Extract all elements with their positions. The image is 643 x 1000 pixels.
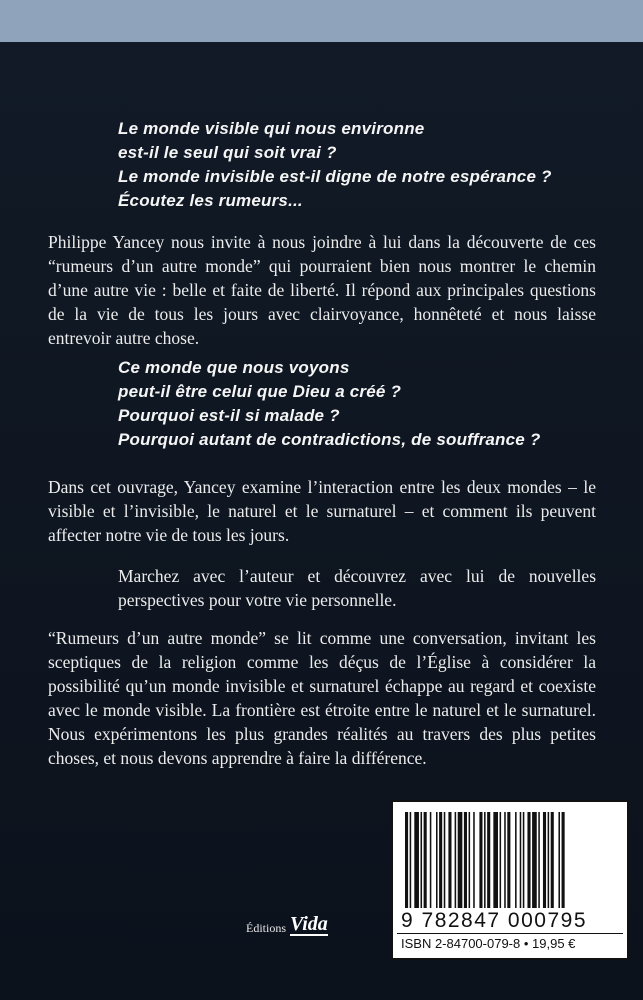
barcode-bar (493, 812, 498, 908)
barcode-bar (543, 812, 546, 908)
description-paragraph-1: Philippe Yancey nous invite à nous joindre à lui dans la découverte de ces “rumeurs d’un autre monde” qui pourraient bien nous montrer le chemin d’une autre vie : belle et faite de liberté. Il répond aux principales questions de la vie de tous les jours avec clairvoyance, honnêteté et nous laisse entrevoir autre chose. (48, 232, 596, 348)
barcode-bar (464, 812, 467, 908)
barcode-bar (527, 812, 530, 908)
quote-line: Pourquoi est-il si malade ? (118, 406, 340, 425)
barcode-bar (473, 812, 475, 908)
barcode-bar (439, 812, 442, 908)
isbn-price-line: ISBN 2-84700-079-8 • 19,95 € (401, 936, 576, 951)
quote-line: peut-il être celui que Dieu a créé ? (118, 382, 402, 401)
barcode-bar (520, 812, 522, 908)
barcode-bar (455, 812, 457, 908)
barcode-divider (397, 933, 623, 934)
quote-line: Ce monde que nous voyons (118, 358, 350, 377)
barcode-bar (515, 812, 517, 908)
barcode-bar (507, 812, 510, 908)
quote-line: Le monde visible qui nous environne (118, 119, 425, 138)
barcode-bar (548, 812, 550, 908)
publisher-name: Vida (290, 913, 328, 935)
publisher-logo (246, 914, 328, 936)
barcode-bar (424, 812, 427, 908)
barcode-bar (523, 812, 525, 908)
top-color-band (0, 0, 643, 42)
barcode-bar (444, 812, 446, 908)
barcode-bar (487, 812, 490, 908)
description-paragraph-2: Dans cet ouvrage, Yancey examine l’interaction entre les deux mondes – le visible et l’invisible, le naturel et le surnaturel – et comment ils peuvent affecter notre vie de tous les jours. (48, 477, 596, 545)
barcode-bar (405, 812, 408, 908)
barcode-bar (532, 812, 537, 908)
barcode-bar (469, 812, 471, 908)
second-quote (118, 356, 643, 452)
publisher-prefix: Éditions (246, 921, 287, 935)
barcode-bar (504, 812, 506, 908)
barcode-bar (430, 812, 432, 908)
barcode-bar (458, 812, 463, 908)
barcode-bar (448, 812, 451, 908)
quote-line: est-il le seul qui soit vrai ? (118, 143, 337, 162)
quote-line: Pourquoi autant de contradictions, de souffrance ? (118, 430, 541, 449)
barcode-bar (436, 812, 438, 908)
barcode-bar (551, 812, 554, 908)
barcode-panel (391, 800, 629, 960)
barcode-bar (484, 812, 486, 908)
barcode-bar (562, 812, 565, 908)
barcode-bar (479, 812, 482, 908)
barcode-bar (410, 812, 412, 908)
barcode-bar (414, 812, 419, 908)
quote-line: Le monde invisible est-il digne de notre espérance ? (118, 167, 552, 186)
barcode-bar (421, 812, 423, 908)
quote-line: Écoutez les rumeurs... (118, 191, 303, 210)
description-paragraph-3: Marchez avec l’auteur et découvrez avec lui de nouvelles perspectives pour votre vie personnelle. (118, 566, 596, 610)
opening-quote (118, 117, 643, 213)
barcode-image (405, 812, 617, 908)
barcode-bar (538, 812, 540, 908)
barcode-digits: 9 782847 000795 (401, 909, 587, 932)
barcode-bar (558, 812, 560, 908)
description-paragraph-4: “Rumeurs d’un autre monde” se lit comme une conversation, invitant les sceptiques de la religion comme les déçus de l’Église à considérer la possibilité qu’un monde invisible et surnaturel échappe au regard et coexiste avec le monde visible. La frontière est étroite entre le naturel et le surnaturel. Nous expérimentons les plus grandes réalités au travers des plus petites choses, et nous devons apprendre à faire la différence. (48, 628, 596, 768)
barcode-bar (500, 812, 502, 908)
